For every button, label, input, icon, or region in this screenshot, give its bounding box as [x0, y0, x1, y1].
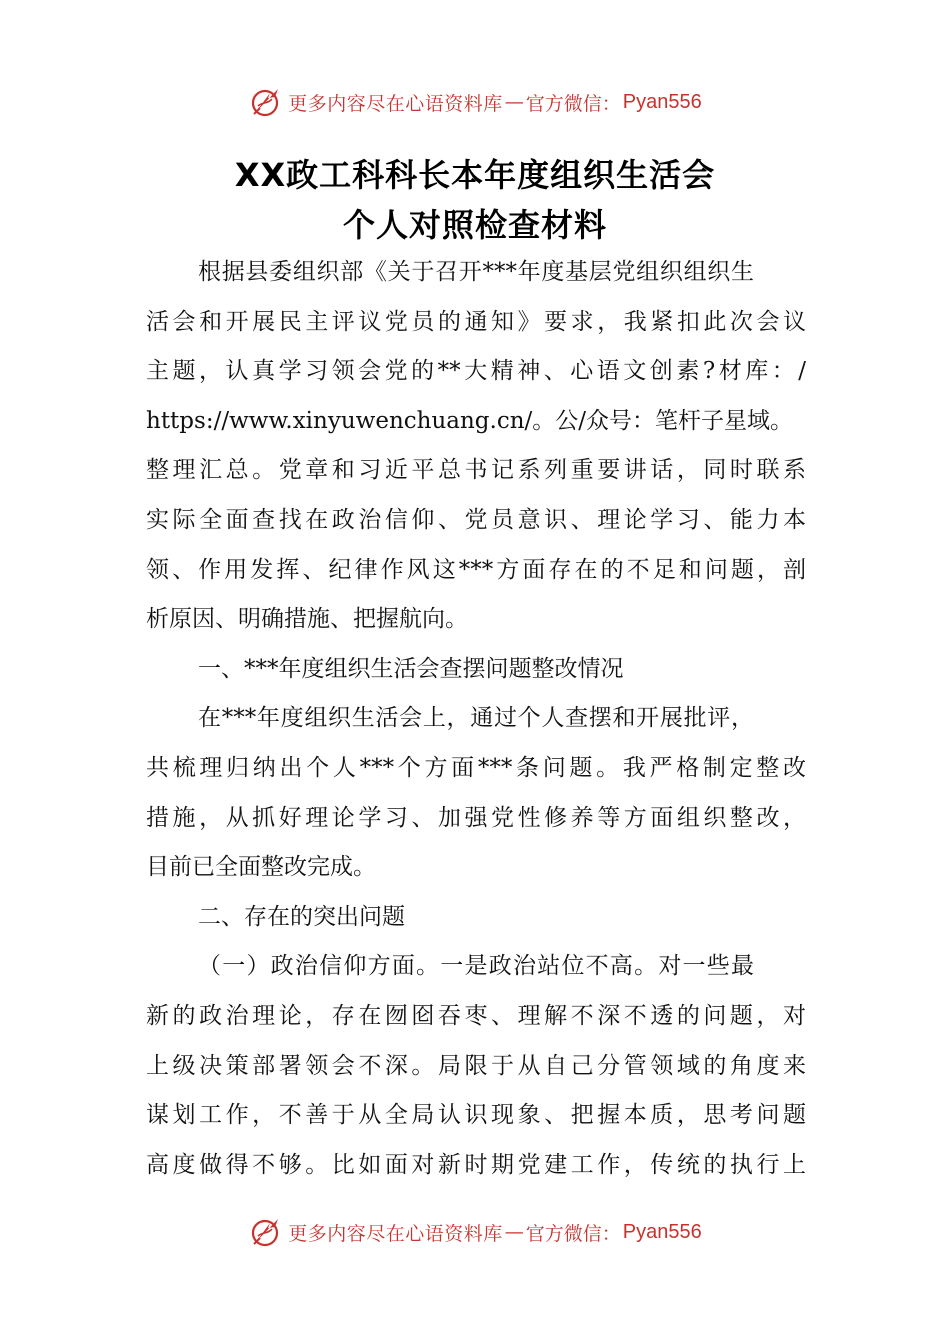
body-line-text: 上级决策部署领会不深。局限于从自己分管领域的角度来: [146, 1052, 806, 1079]
section-heading-text: 一、***年度组织生活会查摆问题整改情况: [198, 655, 624, 682]
body-line: [146, 546, 806, 596]
watermark-wechat-id: Pyan556: [622, 1220, 702, 1243]
body-line: [146, 347, 806, 397]
header-watermark: [0, 82, 950, 122]
body-line: [146, 992, 806, 1042]
body-line: [146, 595, 806, 645]
section-heading: [146, 645, 806, 695]
body-line: [146, 298, 806, 348]
body-line-text: 目前已全面整改完成。: [146, 854, 376, 881]
body-line: [146, 397, 806, 447]
body-line: [146, 744, 806, 794]
body-line-text: 在***年度组织生活会上，通过个人查摆和开展批评，: [198, 705, 754, 732]
body-line: [146, 694, 806, 744]
document-title-line-2: 个人对照检查材料: [342, 206, 607, 244]
watermark-label: 官方微信：: [525, 92, 621, 115]
body-line-text: 析原因、明确措施、把握航向。: [146, 606, 468, 633]
body-line-text: 根据县委组织部《关于召开***年度基层党组织组织生: [198, 259, 754, 285]
section-heading-text: 二、存在的突出问题: [198, 903, 405, 930]
body-line-text: （一）政治信仰方面。一是政治站位不高。对一些最: [198, 953, 754, 980]
watermark-wechat-id: Pyan556: [622, 90, 702, 113]
body-line: [146, 446, 806, 496]
body-line-text: https://www.xinyuwenchuang.cn/。公/众号：笔杆子星域。: [146, 407, 794, 434]
watermark-site-text: 更多内容尽在心语资料库: [288, 92, 503, 115]
body-line-text: 活会和开展民主评议党员的通知》要求，我紧扣此次会议: [146, 308, 806, 335]
body-line-text: 高度做得不够。比如面对新时期党建工作，传统的执行上: [146, 1151, 806, 1178]
watermark-dash: —: [504, 91, 524, 113]
watermark-label: 官方微信：: [525, 1222, 621, 1245]
watermark-site-text: 更多内容尽在心语资料库: [288, 1222, 503, 1245]
body-line: [146, 1042, 806, 1092]
footer-watermark: [0, 1212, 950, 1252]
body-line: [146, 942, 806, 992]
body-line-text: 主题，认真学习领会党的**大精神、心语文创素?材库：/: [146, 358, 806, 385]
body-line: [146, 496, 806, 546]
body-line: [146, 1141, 806, 1191]
body-line: [146, 794, 806, 844]
section-heading: [146, 893, 806, 943]
body-line-text: 措施，从抓好理论学习、加强党性修养等方面组织整改，: [146, 804, 806, 831]
quill-logo-icon: [248, 84, 284, 120]
body-line-text: 领、作用发挥、纪律作风这***方面存在的不足和问题，剖: [146, 556, 806, 583]
quill-logo-icon: [248, 1214, 284, 1250]
document-body: [146, 248, 806, 1190]
body-line: [146, 1091, 806, 1141]
body-line-text: 谋划工作，不善于从全局认识现象、把握本质，思考问题: [146, 1102, 806, 1129]
body-line-text: 实际全面查找在政治信仰、党员意识、理论学习、能力本: [146, 506, 806, 533]
body-line-text: 共梳理归纳出个人***个方面***条问题。我严格制定整改: [146, 754, 806, 781]
watermark-dash: —: [504, 1221, 524, 1243]
document-title-line-1: XX政工科科长本年度组织生活会: [234, 156, 716, 194]
body-line-text: 整理汇总。党章和习近平总书记系列重要讲话，同时联系: [146, 457, 806, 484]
body-line: [146, 248, 806, 298]
body-line-text: 新的政治理论，存在囫囵吞枣、理解不深不透的问题，对: [146, 1002, 806, 1029]
body-line: [146, 843, 806, 893]
